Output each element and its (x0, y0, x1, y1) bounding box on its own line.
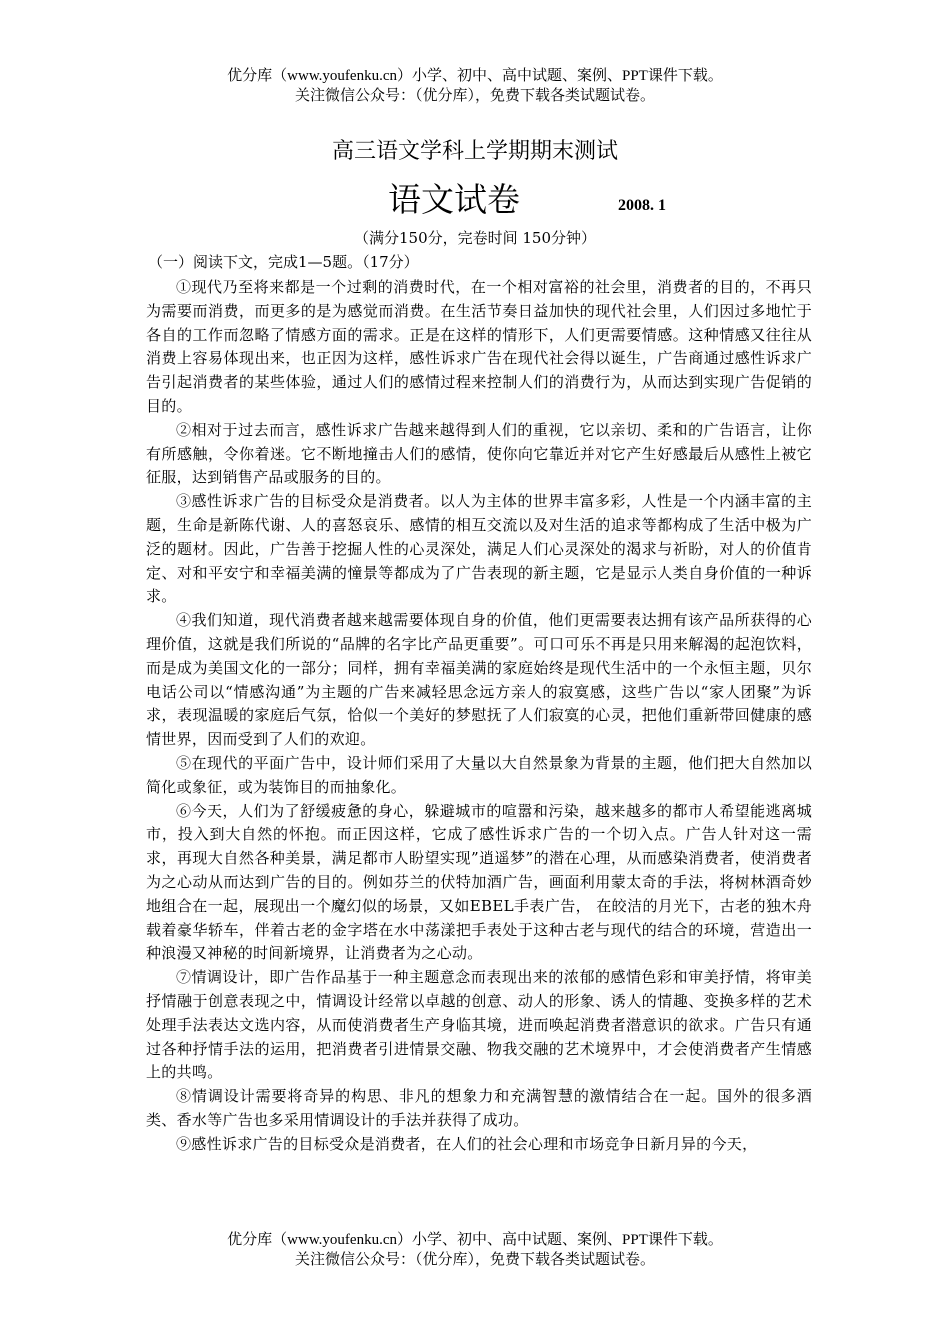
exam-title: 高三语文学科上学期期末测试 (331, 139, 618, 164)
footer-line-2: 关注微信公众号：（优分库），免费下载各类试题试卷。 (294, 1252, 655, 1268)
paragraph-1: ①现代乃至将来都是一个过剩的消费时代，在一个相对富裕的社会里，消费者的目的，不再只为需要而消费，而更多的是为感觉而消费。在生活节奏日益加快的现代社会里，人们因过多地忙于各自的工作而忽略了情感方面的需求。正是在这样的情形下，人们更需要情感。这种情感又往往从消费上容易体现出来，也正因为这样，感性诉求广告在现代社会得以诞生，广告商通过感性诉求广告引起消费者的某些体验，通过人们的感情过程来控制人们的消费行为，从而达到实现广告促销的目的。 (146, 278, 812, 415)
paragraph-2: ②相对于过去而言，感性诉求广告越来越得到人们的重视，它以亲切、柔和的广告语言，让你有所感触，令你着迷。它不断地撞击人们的感情，使你向它靠近并对它产生好感最后从感性上被它征服，达到销售产品或服务的目的。 (146, 420, 812, 487)
paragraph-3: ③感性诉求广告的目标受众是消费者。以人为主体的世界丰富多彩，人性是一个内涵丰富的主题，生命是新陈代谢、人的喜怒哀乐、感情的相互交流以及对生活的追求等都构成了生活中极为广泛的题材。因此，广告善于挖掘人性的心灵深处，满足人们心灵深处的渴求与祈盼，对人的价值肯定、对和平安宁和幸福美满的憧景等都成为了广告表现的新主题，它是显示人类自身价值的一种诉求。 (146, 492, 812, 606)
footer-banner (0, 1230, 950, 1270)
exam-date: 2008. 1 (618, 197, 666, 214)
paragraph-4: ④我们知道，现代消费者越来越需要体现自身的价值，他们更需要表达拥有该产品所获得的心理价值，这就是我们所说的“品牌的名字比产品更重要”。可口可乐不再是只用来解渴的起泡饮料，而是成为美国文化的一部分；同样，拥有幸福美满的家庭始终是现代生活中的一个永恒主题，贝尔电话公司以“情感沟通”为主题的广告来减轻思念远方亲人的寂寞感，这些广告以“家人团聚”为诉求，表现温暖的家庭后气氛，恰似一个美好的梦慰抚了人们寂寞的心灵，把他们重新带回健康的感情世界，因而受到了人们的欢迎。 (146, 611, 812, 749)
paper-title: 语文试卷 (388, 180, 520, 219)
article-body (146, 276, 812, 1156)
header-banner (0, 66, 950, 106)
footer-line-1: 优分库（www.youfenku.cn）小学、初中、高中试题、案例、PPT课件下载。 (227, 1232, 723, 1248)
header-line-1: 优分库（www.youfenku.cn）小学、初中、高中试题、案例、PPT课件下载。 (227, 68, 723, 84)
paragraph-6: ⑥今天，人们为了舒缓疲惫的身心，躲避城市的喧嚣和污染，越来越多的都市人希望能逃离城市，投入到大自然的怀抱。而正因这样，它成了感性诉求广告的一个切入点。广告人针对这一需求，再现大自然各种美景，满足都市人盼望实现”逍遥梦”的潜在心理，从而感染消费者，使消费者为之心动从而达到广告的目的。例如芬兰的伏特加酒广告，画面利用蒙太奇的手法，将树林酒奇妙地组合在一起，展现出一个魔幻似的场景，又如EBEL手表广告， 在皎洁的月光下，古老的独木舟载着豪华轿车，伴着古老的金字塔在水中荡漾把手表处于这种古老与现代的结合的环境，营造出一种浪漫又神秘的时间新境界，让消费者为之心动。 (146, 801, 812, 963)
paragraph-8: ⑧情调设计需要将奇异的构思、非凡的想象力和充满智慧的激情结合在一起。国外的很多酒类、香水等广告也多采用情调设计的手法并获得了成功。 (146, 1087, 812, 1129)
paragraph-9: ⑨感性诉求广告的目标受众是消费者，在人们的社会心理和市场竞争日新月异的今天， (176, 1134, 758, 1153)
paragraph-7: ⑦情调设计，即广告作品基于一种主题意念而表现出来的浓郁的感情色彩和审美抒情，将审美抒情融于创意表现之中，情调设计经常以卓越的创意、动人的形象、诱人的情趣、变换多样的艺术处理手法表达文选内容，从而使消费者生产身临其境，进而唤起消费者潜意识的欲求。广告只有通过各种抒情手法的运用，把消费者引进情景交融、物我交融的艺术境界中，才会使消费者产生情感上的共鸣。 (146, 968, 812, 1082)
section-instruction: （一）阅读下文，完成1—5题。（17分） (148, 253, 419, 271)
header-line-2: 关注微信公众号：（优分库），免费下载各类试题试卷。 (294, 88, 655, 104)
exam-subtitle: （满分150分，完卷时间 150分钟） (353, 229, 597, 247)
paragraph-5: ⑤在现代的平面广告中，设计师们采用了大量以大自然景象为背景的主题，他们把大自然加以简化或象征，或为装饰目的而抽象化。 (146, 753, 812, 796)
